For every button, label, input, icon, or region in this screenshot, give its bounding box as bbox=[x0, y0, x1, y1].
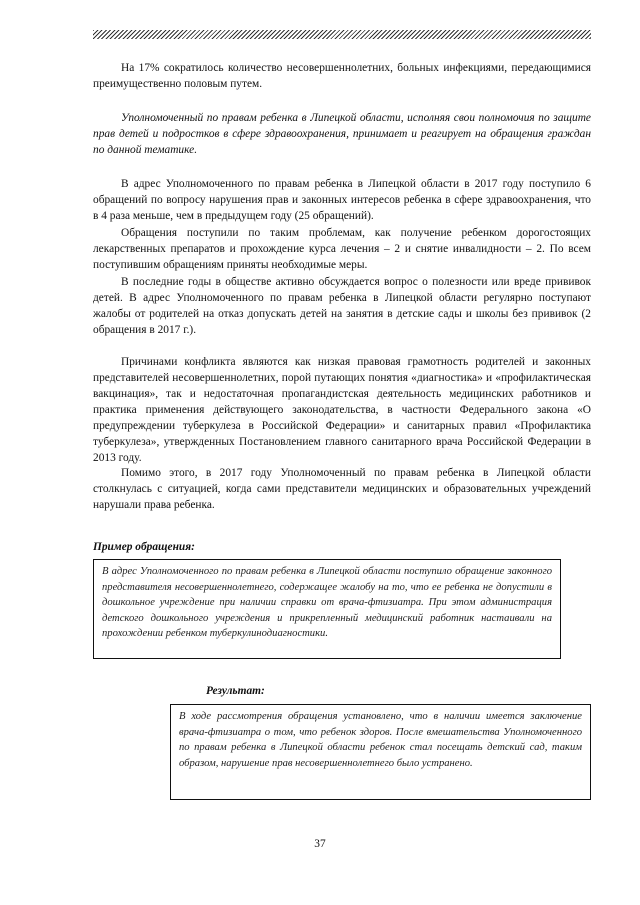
paragraph-ombudsman-intro: Уполномоченный по правам ребенка в Липецкой области, исполняя свои полномочия по защите прав детей и подростков в сфере здравоохранения, принимает и реагирует на обращения граждан по данной тематике. bbox=[93, 112, 591, 156]
paragraph-vaccination: В последние годы в обществе активно обсуждается вопрос о полезности или вреде прививок детей. В адрес Уполномоченного по правам ребенка в Липецкой области регулярно поступают жалобы от родителей на отказ допускать детей на занятия в детские сады и школы без прививок (2 обращения в 2017 г.). bbox=[93, 276, 591, 336]
result-label: Результат: bbox=[206, 685, 265, 697]
header-decorative-bar bbox=[93, 30, 591, 39]
example-text: В адрес Уполномоченного по правам ребенка в Липецкой области поступило обращение законного представителя несовершеннолетнего, содержащее жалобу на то, что ее ребенка не допустили в дошкольное учреждение при наличии справки от врача-фтизиатра. При этом администрация детского дошкольного учреждения и прикрепленный медицинский работник настаивали на прохождении ребенком туберкулинодиагностики. bbox=[102, 566, 552, 640]
paragraph-infections: На 17% сократилось количество несовершеннолетних, больных инфекциями, передающимися преимущественно половым путем. bbox=[93, 62, 591, 90]
example-label: Пример обращения: bbox=[93, 541, 195, 553]
paragraph-appeal-topics: Обращения поступили по таким проблемам, как получение ребенком дорогостоящих лекарственных препаратов и прохождение курса лечения – 2 и снятие инвалидности – 2. По всем поступившим обращениям приняты необходимые меры. bbox=[93, 227, 591, 271]
result-text: В ходе рассмотрения обращения установлено, что в наличии имеется заключение врача-фтизиатра о том, что ребенок здоров. После вмешательства Уполномоченного по правам ребенка в Липецкой области ребенок стал посещать детский сад, таким образом, нарушение прав несовершеннолетнего было устранено. bbox=[179, 711, 582, 769]
example-box bbox=[93, 559, 561, 659]
paragraph-conflict-causes: Причинами конфликта являются как низкая правовая грамотность родителей и законных представителей несовершеннолетних, порой путающих понятия «диагностика» и «профилактическая вакцинация», так и недостаточная пропагандистская деятельность медицинских работников и практика применения действующего законодательства, в частности Федерального закона «О предупреждении туберкулеза в Российской Федерации» и санитарных правил «Профилактика туберкулеза», утвержденных Постановлением главного санитарного врача Российской Федерации в 2013 году. bbox=[93, 356, 591, 464]
result-box bbox=[170, 704, 591, 800]
paragraph-appeals-count: В адрес Уполномоченного по правам ребенка в Липецкой области в 2017 году поступило 6 обращений по вопросу нарушения прав и законных интересов ребенка в сфере здравоохранения, что в 4 раза меньше, чем в предыдущем году (25 обращений). bbox=[93, 178, 591, 222]
page-number: 37 bbox=[314, 838, 326, 850]
paragraph-violations: Помимо этого, в 2017 году Уполномоченный по правам ребенка в Липецкой области столкнулась с ситуацией, когда сами представители медицинских и образовательных учреждений нарушали права ребенка. bbox=[93, 467, 591, 511]
